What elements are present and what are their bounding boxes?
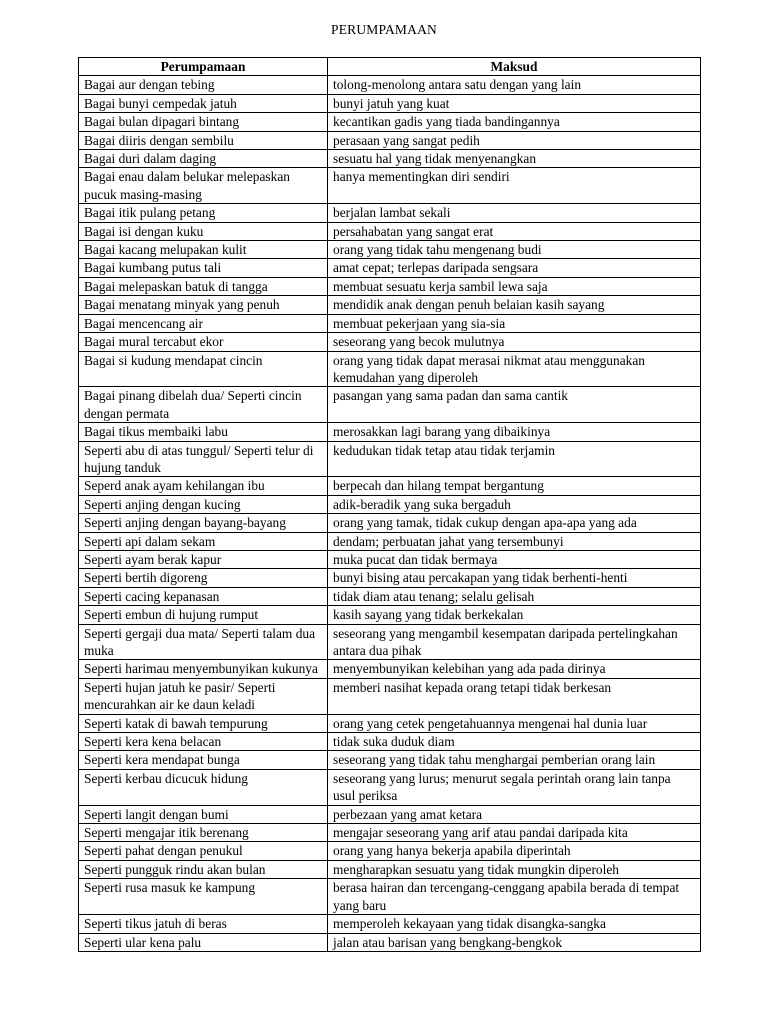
- header-perumpamaan: Perumpamaan: [79, 58, 328, 76]
- perumpamaan-cell: Seperti langit dengan bumi: [79, 805, 328, 823]
- maksud-cell: muka pucat dan tidak bermaya: [328, 550, 701, 568]
- table-row: [79, 805, 701, 823]
- maksud-cell: orang yang tidak tahu mengenang budi: [328, 241, 701, 259]
- maksud-cell: perbezaan yang amat ketara: [328, 805, 701, 823]
- perumpamaan-cell: Seperti kera mendapat bunga: [79, 751, 328, 769]
- table-row: [79, 387, 701, 423]
- table-row: [79, 569, 701, 587]
- table-row: [79, 277, 701, 295]
- table-body: [79, 76, 701, 952]
- table-row: [79, 733, 701, 751]
- maksud-cell: tidak suka duduk diam: [328, 733, 701, 751]
- maksud-cell: pasangan yang sama padan dan sama cantik: [328, 387, 701, 423]
- perumpamaan-cell: Bagai bulan dipagari bintang: [79, 113, 328, 131]
- table-row: [79, 351, 701, 387]
- perumpamaan-cell: Bagai si kudung mendapat cincin: [79, 351, 328, 387]
- maksud-cell: kasih sayang yang tidak berkekalan: [328, 606, 701, 624]
- perumpamaan-cell: Bagai mencencang air: [79, 314, 328, 332]
- maksud-cell: mengajar seseorang yang arif atau pandai daripada kita: [328, 824, 701, 842]
- perumpamaan-cell: Bagai menatang minyak yang penuh: [79, 296, 328, 314]
- table-row: [79, 532, 701, 550]
- table-row: [79, 314, 701, 332]
- perumpamaan-cell: Bagai mural tercabut ekor: [79, 333, 328, 351]
- table-row: [79, 860, 701, 878]
- maksud-cell: persahabatan yang sangat erat: [328, 222, 701, 240]
- maksud-cell: merosakkan lagi barang yang dibaikinya: [328, 423, 701, 441]
- perumpamaan-cell: Seperti rusa masuk ke kampung: [79, 879, 328, 915]
- maksud-cell: sesuatu hal yang tidak menyenangkan: [328, 150, 701, 168]
- table-row: [79, 131, 701, 149]
- perumpamaan-cell: Bagai duri dalam daging: [79, 150, 328, 168]
- perumpamaan-cell: Seperti gergaji dua mata/ Seperti talam dua muka: [79, 624, 328, 660]
- perumpamaan-cell: Bagai enau dalam belukar melepaskan pucuk masing-masing: [79, 168, 328, 204]
- perumpamaan-cell: Bagai bunyi cempedak jatuh: [79, 94, 328, 112]
- perumpamaan-cell: Bagai aur dengan tebing: [79, 76, 328, 94]
- table-row: [79, 204, 701, 222]
- maksud-cell: menyembunyikan kelebihan yang ada pada dirinya: [328, 660, 701, 678]
- maksud-cell: seseorang yang lurus; menurut segala perintah orang lain tanpa usul periksa: [328, 769, 701, 805]
- table-row: [79, 113, 701, 131]
- maksud-cell: adik-beradik yang suka bergaduh: [328, 495, 701, 513]
- maksud-cell: bunyi jatuh yang kuat: [328, 94, 701, 112]
- perumpamaan-table: [78, 57, 701, 952]
- perumpamaan-cell: Seperti katak di bawah tempurung: [79, 714, 328, 732]
- perumpamaan-cell: Bagai tikus membaiki labu: [79, 423, 328, 441]
- table-row: [79, 587, 701, 605]
- maksud-cell: berpecah dan hilang tempat bergantung: [328, 477, 701, 495]
- perumpamaan-cell: Bagai kacang melupakan kulit: [79, 241, 328, 259]
- perumpamaan-cell: Seperti embun di hujung rumput: [79, 606, 328, 624]
- table-row: [79, 495, 701, 513]
- perumpamaan-cell: Seperti api dalam sekam: [79, 532, 328, 550]
- maksud-cell: orang yang hanya bekerja apabila diperintah: [328, 842, 701, 860]
- maksud-cell: dendam; perbuatan jahat yang tersembunyi: [328, 532, 701, 550]
- maksud-cell: seseorang yang mengambil kesempatan daripada pertelingkahan antara dua pihak: [328, 624, 701, 660]
- perumpamaan-cell: Seperti pahat dengan penukul: [79, 842, 328, 860]
- perumpamaan-cell: Seperti hujan jatuh ke pasir/ Seperti mencurahkan air ke daun keladi: [79, 678, 328, 714]
- perumpamaan-cell: Bagai diiris dengan sembilu: [79, 131, 328, 149]
- table-row: [79, 441, 701, 477]
- table-row: [79, 933, 701, 951]
- table-row: [79, 259, 701, 277]
- table-row: [79, 824, 701, 842]
- maksud-cell: seseorang yang becok mulutnya: [328, 333, 701, 351]
- perumpamaan-cell: Seperti anjing dengan kucing: [79, 495, 328, 513]
- header-maksud: Maksud: [328, 58, 701, 76]
- maksud-cell: jalan atau barisan yang bengkang-bengkok: [328, 933, 701, 951]
- table-row: [79, 915, 701, 933]
- table-row: [79, 624, 701, 660]
- perumpamaan-cell: Bagai isi dengan kuku: [79, 222, 328, 240]
- table-row: [79, 94, 701, 112]
- table-row: [79, 550, 701, 568]
- maksud-cell: tolong-menolong antara satu dengan yang lain: [328, 76, 701, 94]
- header-row: [79, 58, 701, 76]
- table-row: [79, 660, 701, 678]
- maksud-cell: mendidik anak dengan penuh belaian kasih sayang: [328, 296, 701, 314]
- table-row: [79, 76, 701, 94]
- perumpamaan-cell: Seperti harimau menyembunyikan kukunya: [79, 660, 328, 678]
- maksud-cell: tidak diam atau tenang; selalu gelisah: [328, 587, 701, 605]
- perumpamaan-cell: Seperti anjing dengan bayang-bayang: [79, 514, 328, 532]
- table-row: [79, 241, 701, 259]
- table-row: [79, 678, 701, 714]
- perumpamaan-cell: Bagai kumbang putus tali: [79, 259, 328, 277]
- table-row: [79, 477, 701, 495]
- table-row: [79, 423, 701, 441]
- perumpamaan-cell: Seperti abu di atas tunggul/ Seperti telur di hujung tanduk: [79, 441, 328, 477]
- maksud-cell: berasa hairan dan tercengang-cenggang apabila berada di tempat yang baru: [328, 879, 701, 915]
- table-row: [79, 222, 701, 240]
- table-row: [79, 842, 701, 860]
- maksud-cell: orang yang tidak dapat merasai nikmat atau menggunakan kemudahan yang diperoleh: [328, 351, 701, 387]
- perumpamaan-cell: Seperti ayam berak kapur: [79, 550, 328, 568]
- table-row: [79, 168, 701, 204]
- perumpamaan-cell: Seperti cacing kepanasan: [79, 587, 328, 605]
- maksud-cell: seseorang yang tidak tahu menghargai pemberian orang lain: [328, 751, 701, 769]
- perumpamaan-cell: Seperd anak ayam kehilangan ibu: [79, 477, 328, 495]
- perumpamaan-cell: Bagai pinang dibelah dua/ Seperti cincin dengan permata: [79, 387, 328, 423]
- table-row: [79, 333, 701, 351]
- table-row: [79, 150, 701, 168]
- maksud-cell: membuat pekerjaan yang sia-sia: [328, 314, 701, 332]
- perumpamaan-cell: Seperti tikus jatuh di beras: [79, 915, 328, 933]
- maksud-cell: berjalan lambat sekali: [328, 204, 701, 222]
- maksud-cell: membuat sesuatu kerja sambil lewa saja: [328, 277, 701, 295]
- perumpamaan-cell: Seperti kera kena belacan: [79, 733, 328, 751]
- perumpamaan-cell: Bagai itik pulang petang: [79, 204, 328, 222]
- perumpamaan-cell: Seperti mengajar itik berenang: [79, 824, 328, 842]
- perumpamaan-cell: Seperti pungguk rindu akan bulan: [79, 860, 328, 878]
- maksud-cell: memberi nasihat kepada orang tetapi tidak berkesan: [328, 678, 701, 714]
- maksud-cell: hanya mementingkan diri sendiri: [328, 168, 701, 204]
- maksud-cell: kedudukan tidak tetap atau tidak terjamin: [328, 441, 701, 477]
- perumpamaan-cell: Seperti ular kena palu: [79, 933, 328, 951]
- table-row: [79, 751, 701, 769]
- table-row: [79, 514, 701, 532]
- maksud-cell: orang yang tamak, tidak cukup dengan apa-apa yang ada: [328, 514, 701, 532]
- maksud-cell: kecantikan gadis yang tiada bandingannya: [328, 113, 701, 131]
- table-row: [79, 296, 701, 314]
- table-row: [79, 769, 701, 805]
- page-title: PERUMPAMAAN: [331, 22, 437, 37]
- maksud-cell: perasaan yang sangat pedih: [328, 131, 701, 149]
- maksud-cell: orang yang cetek pengetahuannya mengenai hal dunia luar: [328, 714, 701, 732]
- maksud-cell: memperoleh kekayaan yang tidak disangka-sangka: [328, 915, 701, 933]
- perumpamaan-cell: Seperti kerbau dicucuk hidung: [79, 769, 328, 805]
- table-row: [79, 879, 701, 915]
- table-row: [79, 606, 701, 624]
- table-row: [79, 714, 701, 732]
- maksud-cell: amat cepat; terlepas daripada sengsara: [328, 259, 701, 277]
- maksud-cell: mengharapkan sesuatu yang tidak mungkin diperoleh: [328, 860, 701, 878]
- perumpamaan-cell: Seperti bertih digoreng: [79, 569, 328, 587]
- perumpamaan-cell: Bagai melepaskan batuk di tangga: [79, 277, 328, 295]
- maksud-cell: bunyi bising atau percakapan yang tidak berhenti-henti: [328, 569, 701, 587]
